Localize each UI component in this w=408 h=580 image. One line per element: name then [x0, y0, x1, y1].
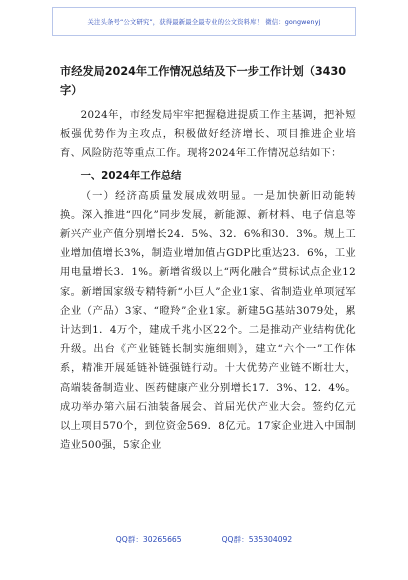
- footer: [0, 534, 408, 548]
- document-body: [60, 62, 356, 455]
- intro-paragraph: 2024年，市经发局牢牢把握稳进提质工作主基调，把补短板强优势作为主攻点，积极做好经济增长、项目推进企业培育、风险防范等重点工作。现将2024年工作情况总结如下：: [60, 109, 356, 160]
- footer-qq-group-2: QQ群：535304092: [221, 535, 293, 544]
- section-heading: 一、2024年工作总结: [80, 169, 182, 182]
- body-paragraph: （一）经济高质量发展成效明显。一是加快新旧动能转换。深入推进“四化”同步发展，新能源、新材料、电子信息等新兴产业产值分别增长24．5%、32．6%和30．3%。规上工业增加值增长3%，制造业增加值占GDP比重达23．6%，工业用电量增长3．1%。新增省级以上“两化融合”贯标试点企业12家。新增国家级专精特新“小巨人”企业1家、省制造业单项冠军企业（产品）3家、“瞪羚”企业1家。新建5G基站3079处，累计达到1．4万个，建成千兆小区22个。二是推动产业结构优化升级。出台《产业链链长制实施细则》，建立“六个一”工作体系，精准开展延链补链强链行动。十大优势产业链不断壮大，高端装备制造业、医药健康产业分别增长17．3%、12．4%。成功举办第六届石油装备展会、首届光伏产业大会。签约亿元以上项目570个，到位资金569．8亿元。17家企业进入中国制造业500强，5家企业: [60, 189, 356, 452]
- top-banner: [52, 7, 356, 36]
- footer-qq-group-1: QQ群：30265665: [115, 535, 182, 544]
- banner-text: 关注头条号“公文研究”，获得最新最全最专业的公文资料库！ 微信：gongwenyj: [87, 18, 321, 26]
- document-title: 市经发局2024年工作情况总结及下一步工作计划（3430字）: [60, 65, 347, 97]
